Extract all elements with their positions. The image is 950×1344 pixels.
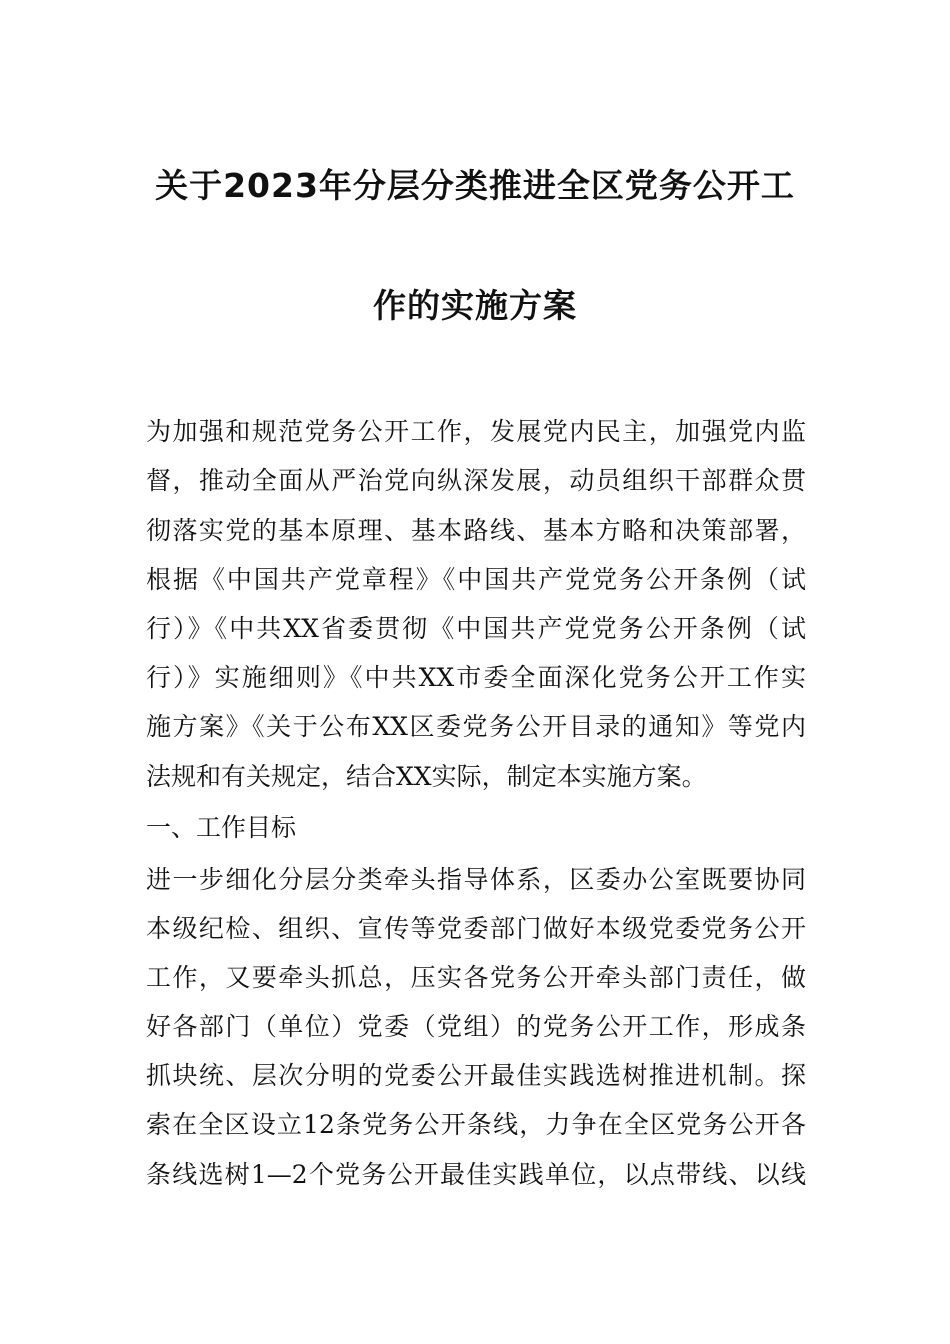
document-title-line-1: 关于2023年分层分类推进全区党务公开工 bbox=[155, 166, 795, 205]
body-line: 为加强和规范党务公开工作，发展党内民主，加强党内监 bbox=[146, 417, 806, 446]
document-title-line-2: 作的实施方案 bbox=[373, 286, 577, 325]
body-line: 条线选树1—2个党务公开最佳实践单位，以点带线、以线 bbox=[146, 1160, 806, 1189]
section-heading: 一、工作目标 bbox=[146, 813, 297, 842]
body-line: 工作，又要牵头抓总，压实各党务公开牵头部门责任，做 bbox=[146, 963, 806, 992]
body-line: 根据《中国共产党章程》《中国共产党党务公开条例（试 bbox=[146, 565, 806, 594]
body-line: 索在全区设立12条党务公开条线，力争在全区党务公开各 bbox=[146, 1110, 806, 1139]
body-line: 本级纪检、组织、宣传等党委部门做好本级党委党务公开 bbox=[146, 914, 806, 943]
body-line: 好各部门（单位）党委（党组）的党务公开工作，形成条 bbox=[146, 1012, 806, 1041]
body-line: 彻落实党的基本原理、基本路线、基本方略和决策部署， bbox=[146, 516, 806, 545]
body-line: 行）》《中共XX省委贯彻《中国共产党党务公开条例（试 bbox=[146, 614, 806, 643]
body-line: 督，推动全面从严治党向纵深发展，动员组织干部群众贯 bbox=[146, 466, 806, 495]
body-line: 抓块统、层次分明的党委公开最佳实践选树推进机制。探 bbox=[146, 1061, 806, 1090]
body-line: 法规和有关规定，结合XX实际，制定本实施方案。 bbox=[146, 762, 707, 791]
body-line: 行）》实施细则》《中共XX市委全面深化党务公开工作实 bbox=[146, 663, 806, 692]
body-line: 进一步细化分层分类牵头指导体系，区委办公室既要协同 bbox=[146, 865, 806, 894]
body-line: 施方案》《关于公布XX区委党务公开目录的通知》等党内 bbox=[146, 712, 806, 741]
